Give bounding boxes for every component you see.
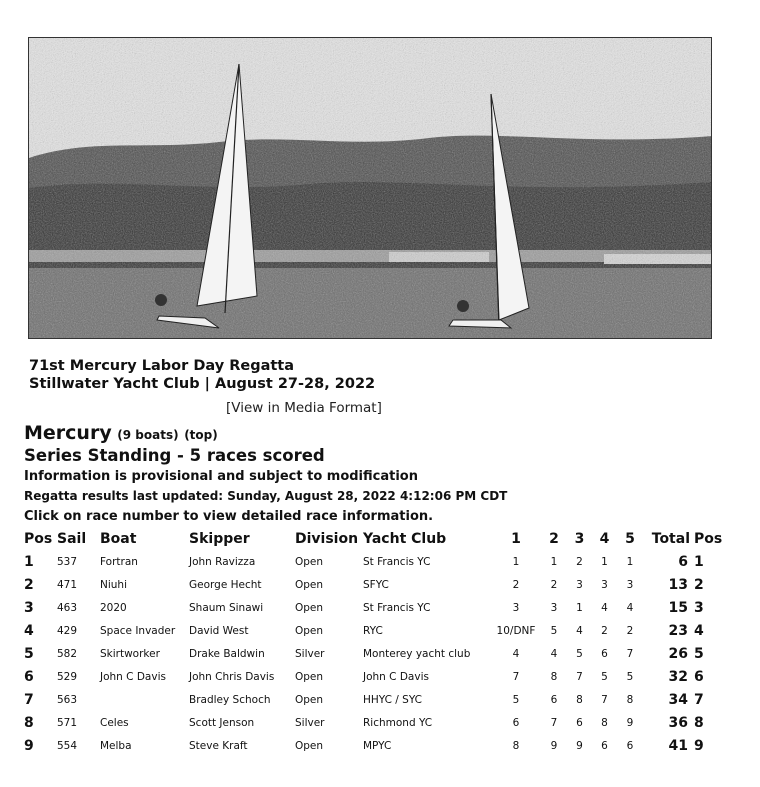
media-format-link[interactable]: [View in Media Format] bbox=[226, 400, 382, 416]
cell-boat: Skirtworker bbox=[100, 647, 160, 660]
cell-yacht-club: Monterey yacht club bbox=[363, 647, 471, 660]
col-boat: Boat bbox=[100, 530, 137, 547]
cell-division: Silver bbox=[295, 647, 325, 660]
cell-boat: Celes bbox=[100, 716, 129, 729]
cell-sail: 529 bbox=[57, 670, 78, 683]
header-row bbox=[24, 527, 724, 550]
cell-pos: 5 bbox=[24, 645, 34, 662]
cell-final-pos: 6 bbox=[694, 668, 704, 685]
cell-skipper: Shaum Sinawi bbox=[189, 601, 264, 614]
last-updated: Regatta results last updated: Sunday, August 28, 2022 4:12:06 PM CDT bbox=[24, 489, 508, 503]
cell-boat bbox=[100, 688, 189, 711]
boat-count: (9 boats) bbox=[117, 428, 179, 442]
cell-sail: 463 bbox=[57, 601, 78, 614]
cell-pos: 7 bbox=[24, 691, 34, 708]
col-final-pos: Pos bbox=[694, 530, 723, 547]
division-name: Mercury bbox=[24, 422, 112, 444]
cell-skipper: John Chris Davis bbox=[189, 670, 275, 683]
cell-race-5: 4 bbox=[626, 601, 634, 614]
cell-skipper: John Ravizza bbox=[189, 555, 256, 568]
table-row bbox=[24, 711, 724, 734]
race-5-link[interactable]: 5 bbox=[625, 530, 635, 547]
cell-race-1: 8 bbox=[512, 739, 520, 752]
cell-race-2: 7 bbox=[550, 716, 558, 729]
division-heading bbox=[24, 422, 218, 444]
cell-division: Open bbox=[295, 670, 324, 683]
table-row bbox=[24, 573, 724, 596]
regatta-subtitle: Stillwater Yacht Club | August 27-28, 2022 bbox=[29, 376, 376, 392]
cell-yacht-club: Richmond YC bbox=[363, 716, 433, 729]
cell-boat: John C Davis bbox=[100, 670, 166, 683]
cell-race-5: 5 bbox=[626, 670, 634, 683]
cell-race-5: 2 bbox=[626, 624, 634, 637]
cell-race-2: 3 bbox=[550, 601, 558, 614]
cell-race-1: 10/DNF bbox=[496, 624, 536, 637]
cell-yacht-club: John C Davis bbox=[363, 670, 429, 683]
cell-race-3: 3 bbox=[576, 578, 583, 591]
table-row bbox=[24, 642, 724, 665]
cell-division: Open bbox=[295, 693, 324, 706]
cell-final-pos: 9 bbox=[694, 737, 704, 754]
cell-yacht-club: SFYC bbox=[363, 578, 389, 591]
cell-pos: 9 bbox=[24, 737, 34, 754]
cell-skipper: Scott Jenson bbox=[189, 716, 255, 729]
cell-yacht-club: RYC bbox=[363, 624, 383, 637]
cell-skipper: Steve Kraft bbox=[189, 739, 248, 752]
cell-final-pos: 7 bbox=[694, 691, 704, 708]
top-link[interactable]: (top) bbox=[184, 428, 218, 442]
regatta-title: 71st Mercury Labor Day Regatta bbox=[29, 358, 295, 374]
cell-race-3: 8 bbox=[576, 693, 583, 706]
cell-race-5: 3 bbox=[626, 578, 634, 591]
table-row bbox=[24, 550, 724, 573]
cell-race-3: 7 bbox=[576, 670, 583, 683]
cell-race-4: 4 bbox=[601, 601, 608, 614]
cell-total: 6 bbox=[678, 553, 688, 570]
cell-total: 32 bbox=[668, 668, 688, 685]
race-2-link[interactable]: 2 bbox=[549, 530, 559, 547]
cell-yacht-club: MPYC bbox=[363, 739, 392, 752]
race-4-link[interactable]: 4 bbox=[599, 530, 610, 547]
cell-final-pos: 5 bbox=[694, 645, 704, 662]
cell-pos: 4 bbox=[24, 622, 34, 639]
cell-race-1: 5 bbox=[512, 693, 520, 706]
table-row bbox=[24, 734, 724, 757]
cell-race-1: 7 bbox=[512, 670, 520, 683]
cell-pos: 6 bbox=[24, 668, 34, 685]
cell-sail: 563 bbox=[57, 693, 78, 706]
cell-race-3: 9 bbox=[576, 739, 583, 752]
cell-boat: Fortran bbox=[100, 555, 138, 568]
cell-total: 13 bbox=[668, 576, 688, 593]
results-table bbox=[24, 527, 724, 757]
col-pos: Pos bbox=[24, 530, 53, 547]
cell-race-1: 3 bbox=[512, 601, 520, 614]
cell-race-3: 5 bbox=[576, 647, 583, 660]
cell-total: 36 bbox=[668, 714, 688, 731]
cell-total: 15 bbox=[668, 599, 688, 616]
cell-skipper: Drake Baldwin bbox=[189, 647, 265, 660]
cell-race-3: 6 bbox=[576, 716, 583, 729]
cell-race-4: 8 bbox=[601, 716, 608, 729]
table-row bbox=[24, 665, 724, 688]
col-division: Division bbox=[295, 530, 359, 547]
cell-race-4: 3 bbox=[601, 578, 608, 591]
cell-skipper: Bradley Schoch bbox=[189, 693, 271, 706]
col-sail: Sail bbox=[57, 530, 87, 547]
cell-sail: 429 bbox=[57, 624, 78, 637]
table-row bbox=[24, 596, 724, 619]
col-yacht-club: Yacht Club bbox=[363, 530, 447, 547]
cell-division: Silver bbox=[295, 716, 325, 729]
cell-race-5: 1 bbox=[626, 555, 634, 568]
cell-yacht-club: St Francis YC bbox=[363, 555, 431, 568]
cell-race-2: 6 bbox=[550, 693, 558, 706]
cell-race-4: 6 bbox=[601, 739, 608, 752]
cell-race-2: 9 bbox=[550, 739, 558, 752]
series-standing: Series Standing - 5 races scored bbox=[24, 446, 325, 465]
cell-division: Open bbox=[295, 601, 324, 614]
cell-sail: 571 bbox=[57, 716, 78, 729]
cell-race-3: 1 bbox=[576, 601, 583, 614]
cell-pos: 2 bbox=[24, 576, 34, 593]
cell-race-3: 4 bbox=[576, 624, 583, 637]
cell-division: Open bbox=[295, 578, 324, 591]
cell-boat: 2020 bbox=[100, 601, 127, 614]
cell-final-pos: 4 bbox=[694, 622, 704, 639]
race-1-link[interactable]: 1 bbox=[511, 530, 521, 547]
cell-skipper: George Hecht bbox=[189, 578, 262, 591]
cell-boat: Melba bbox=[100, 739, 132, 752]
cell-race-2: 2 bbox=[550, 578, 558, 591]
regatta-photo bbox=[28, 37, 712, 339]
cell-boat: Niuhi bbox=[100, 578, 127, 591]
cell-total: 26 bbox=[668, 645, 688, 662]
cell-race-3: 2 bbox=[576, 555, 583, 568]
cell-race-5: 8 bbox=[626, 693, 634, 706]
cell-final-pos: 8 bbox=[694, 714, 704, 731]
cell-sail: 582 bbox=[57, 647, 78, 660]
cell-race-1: 6 bbox=[512, 716, 520, 729]
table-row bbox=[24, 688, 724, 711]
cell-race-4: 6 bbox=[601, 647, 608, 660]
cell-race-1: 2 bbox=[512, 578, 520, 591]
race-3-link[interactable]: 3 bbox=[574, 530, 585, 547]
cell-race-5: 7 bbox=[626, 647, 634, 660]
provisional-notice: Information is provisional and subject to modification bbox=[24, 469, 418, 484]
cell-division: Open bbox=[295, 624, 324, 637]
cell-pos: 3 bbox=[24, 599, 34, 616]
cell-race-5: 9 bbox=[626, 716, 634, 729]
cell-skipper: David West bbox=[189, 624, 249, 637]
cell-race-2: 1 bbox=[550, 555, 558, 568]
cell-total: 34 bbox=[668, 691, 688, 708]
cell-race-2: 5 bbox=[550, 624, 558, 637]
cell-sail: 471 bbox=[57, 578, 78, 591]
cell-sail: 537 bbox=[57, 555, 78, 568]
click-note: Click on race number to view detailed race information. bbox=[24, 509, 434, 524]
cell-division: Open bbox=[295, 739, 324, 752]
cell-pos: 1 bbox=[24, 553, 34, 570]
cell-pos: 8 bbox=[24, 714, 34, 731]
cell-race-4: 5 bbox=[601, 670, 608, 683]
cell-race-1: 1 bbox=[512, 555, 520, 568]
col-skipper: Skipper bbox=[189, 530, 250, 547]
cell-sail: 554 bbox=[57, 739, 78, 752]
cell-final-pos: 3 bbox=[694, 599, 704, 616]
cell-race-2: 4 bbox=[550, 647, 558, 660]
cell-race-2: 8 bbox=[550, 670, 558, 683]
cell-final-pos: 1 bbox=[694, 553, 704, 570]
cell-race-4: 1 bbox=[601, 555, 608, 568]
cell-yacht-club: HHYC / SYC bbox=[363, 693, 423, 706]
cell-race-5: 6 bbox=[626, 739, 634, 752]
cell-division: Open bbox=[295, 555, 324, 568]
cell-final-pos: 2 bbox=[694, 576, 704, 593]
table-row bbox=[24, 619, 724, 642]
cell-boat: Space Invader bbox=[100, 624, 176, 637]
cell-race-4: 2 bbox=[601, 624, 608, 637]
cell-total: 41 bbox=[668, 737, 688, 754]
cell-race-4: 7 bbox=[601, 693, 608, 706]
cell-total: 23 bbox=[668, 622, 688, 639]
cell-race-1: 4 bbox=[512, 647, 520, 660]
cell-yacht-club: St Francis YC bbox=[363, 601, 431, 614]
col-total: Total bbox=[651, 530, 690, 547]
